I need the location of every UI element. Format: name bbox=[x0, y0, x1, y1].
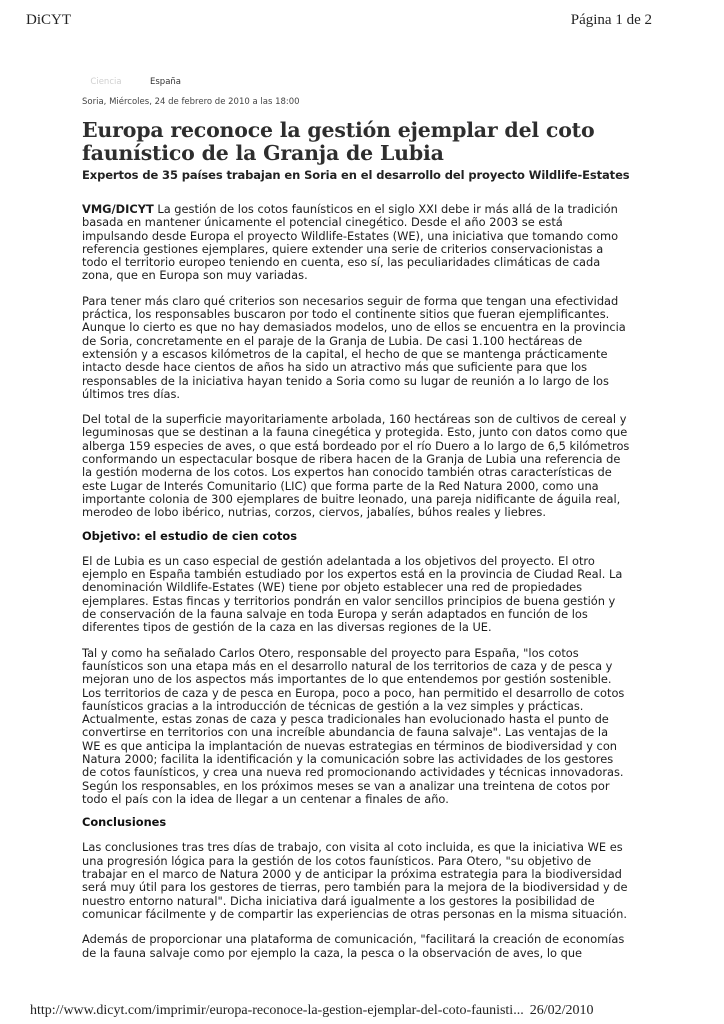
paragraph: Para tener más claro qué criterios son necesarios seguir de forma que tengan una efectividad práctica, los responsables buscaron por todo el continente sitios que fueran ejemplificantes. Aunque lo cierto es que no hay demasiados modelos, uno de ellos se encuentra en la provincia de Soria, concretamente en el paraje de la Granja de Lubia. De casi 1.100 hectáreas de extensión y a escasos kilómetros de la capital, el hecho de que se mantenga prácticamente intacto desde hace cientos de años ha sido un atractivo más que suficiente para que los responsables de la iniciativa hayan tenido a Soria como su lugar de reunión a lo largo de los últimos tres días. bbox=[82, 293, 626, 401]
dateline: Soria, Miércoles, 24 de febrero de 2010 a las 18:00 bbox=[82, 97, 300, 107]
country-label: España bbox=[150, 77, 181, 87]
article-title: Europa reconoce la gestión ejemplar del coto faunístico de la Granja de Lubia bbox=[82, 118, 595, 165]
paragraph: Del total de la superficie mayoritariamente arbolada, 160 hectáreas son de cultivos de cereal y leguminosas que se destinan a la fauna cinegética y protegida. Esto, junto con datos como que alberga 159 especies de aves, o que está bordeado por el río Duero a lo largo de 6,5 kilómetros conformando un espectacular bosque de ribera hacen de la Granja de Lubia una referencia de la gestión moderna de los cotos. Los expertos han conocido también otras características de este Lugar de Interés Comunitario (LIC) que forma parte de la Red Natura 2000, como una importante colonia de 300 ejemplares de buitre leonado, una pareja nidificante de águila real, merodeo de lobo ibérico, nutrias, corzos, ciervos, jabalíes, búhos reales y liebres. bbox=[82, 412, 630, 520]
print-footer bbox=[30, 1003, 694, 1019]
article-meta bbox=[82, 76, 630, 88]
section-heading: Conclusiones bbox=[82, 815, 167, 830]
print-header bbox=[26, 12, 652, 29]
paragraph-text: La gestión de los cotos faunísticos en el siglo XXI debe ir más allá de la tradición basada en mantener únicamente el potencial cinegético. Desde el año 2003 se está impulsando desde Europa el proyecto Wildlife-Estates (WE), una iniciativa que tomando como referencia gestiones ejemplares, quiere extender una serie de criterios conservacionistas a todo el territorio europeo teniendo en cuenta, eso sí, las peculiaridades climáticas de cada zona, que en Europa son muy variadas. bbox=[82, 202, 619, 283]
paragraph: El de Lubia es un caso especial de gestión adelantada a los objetivos del proyecto. El otro ejemplo en España también estudiado por los expertos está en la provincia de Ciudad Real. La denominación Wildlife-Estates (WE) tiene por objeto establecer una red de propiedades ejemplares. Estas fincas y territorios pondrán en valor sencillos principios de buena gestión y de conservación de la fauna salvaje en toda Europa y serán adaptados en función de los diferentes tipos de gestión de la caza en las diversas regiones de la UE. bbox=[82, 553, 623, 635]
article-subtitle: Expertos de 35 países trabajan en Soria en el desarrollo del proyecto Wildlife-Estates bbox=[82, 168, 630, 182]
print-date: 26/02/2010 bbox=[529, 1003, 594, 1018]
paragraph: Además de proporcionar una plataforma de comunicación, "facilitará la creación de economías de la fauna salvaje como por ejemplo la caza, la pesca o la observación de aves, lo que bbox=[82, 932, 625, 960]
byline: VMG/DICYT bbox=[82, 202, 154, 216]
site-name: DiCYT bbox=[26, 12, 71, 28]
paragraph bbox=[82, 203, 630, 283]
paragraph: Las conclusiones tras tres días de trabajo, con visita al coto incluida, es que la iniciativa WE es una progresión lógica para la gestión de los cotos faunísticos. Para Otero, "su objetivo de trabajar en el marco de Natura 2000 y de anticipar la próxima estrategia para la biodiversidad será muy útil para los gestores de tierras, pero también para la mejora de la biodiversidad y de nuestro entorno natural". Dicha iniciativa dará igualmente a los gestores la posibilidad de comunicar fácilmente y de compartir las experiencias de otras personas en la misma situación. bbox=[82, 840, 628, 921]
article-body bbox=[82, 203, 630, 960]
article bbox=[82, 76, 630, 960]
section-heading: Objetivo: el estudio de cien cotos bbox=[82, 528, 298, 543]
paragraph: Tal y como ha señalado Carlos Otero, responsable del proyecto para España, "los cotos faunísticos son una etapa más en el desarrollo natural de los territorios de caza y de pesca y mejoran uno de los aspectos más importantes de lo que entendemos por gestión sostenible. Los territorios de caza y de pesca en Europa, poco a poco, han permitido el desarrollo de cotos faunísticos gracias a la introducción de técnicas de gestión a la vez simples y prácticas. Actualmente, estas zonas de caza y pesca tradicionales han evolucionado hasta el punto de convertirse en territorios con una increíble abundancia de fauna salvaje". Las ventajas de la WE es que anticipa la implantación de nuevas estrategias en términos de biodiversidad y con Natura 2000; facilita la identificación y la comunicación sobre las actividades de los gestores de cotos faunísticos, y crea una nueva red promocionando actividades y técnicas innovadoras. Según los responsables, en los próximos meses se van a analizar una treintena de cotos por todo el país con la idea de llegar a un centenar a finales de año. bbox=[82, 645, 625, 806]
print-url: http://www.dicyt.com/imprimir/europa-reconoce-la-gestion-ejemplar-del-coto-faunisti... bbox=[30, 1003, 524, 1018]
category-label: Ciencia bbox=[90, 77, 122, 87]
page-number: Página 1 de 2 bbox=[570, 12, 652, 28]
